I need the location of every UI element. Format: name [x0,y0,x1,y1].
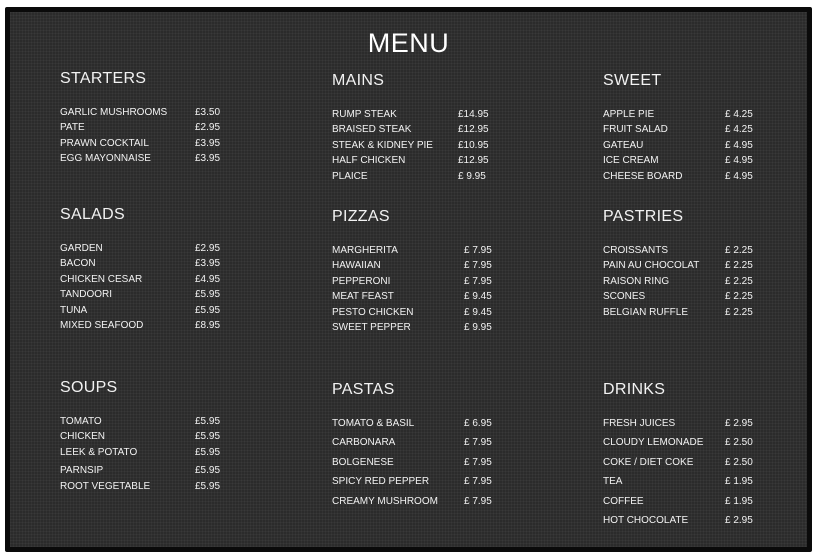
menu-item [603,169,773,184]
menu-item-name: RUMP STEAK [332,109,397,120]
menu-item-name: PLAICE [332,170,368,182]
menu-item-price: £ 7.95 [464,476,492,488]
section-heading: STARTERS [60,70,147,87]
menu-item-price: £2.95 [195,243,221,254]
menu-item [60,272,230,287]
menu-item-price: £ 4.25 [725,124,753,136]
menu-item-name: MARGHERITA [332,245,398,256]
menu-item [332,494,502,509]
section-heading: DRINKS [603,381,666,398]
section-pastries [603,208,773,320]
menu-item [332,258,502,273]
menu-item-name: CARBONARA [332,437,396,449]
section-pastas [332,381,502,509]
menu-item-price: £ 2.25 [725,306,753,318]
menu-item-name: HOT CHOCOLATE [603,514,689,526]
menu-item-name: FRUIT SALAD [603,124,668,136]
menu-item [60,287,230,302]
menu-item-price: £ 2.25 [725,275,753,287]
menu-item-price: £3.95 [195,137,221,149]
menu-item-price: £ 7.95 [464,437,492,449]
menu-item [603,107,773,122]
menu-item-price: £12.95 [458,124,489,136]
menu-title: MENU [367,28,450,58]
menu-item [60,120,230,135]
menu-item [60,105,230,120]
menu-item-price: £ 1.95 [725,476,753,488]
menu-item-name: APPLE PIE [603,109,655,120]
menu-item [60,241,230,256]
menu-item-name: TEA [603,476,623,488]
section-heading: MAINS [332,72,385,89]
menu-item [332,153,502,168]
menu-item-price: £ 9.45 [464,291,492,303]
menu-item [332,107,502,122]
menu-item-price: £12.95 [458,155,489,167]
section-soups [60,379,230,494]
menu-item-name: SCONES [603,291,646,303]
section-heading: PASTRIES [603,208,684,225]
menu-item-price: £ 9.95 [464,321,492,333]
menu-item-price: £ 6.95 [464,418,492,429]
menu-item [603,513,773,528]
menu-item-name: BOLGENESE [332,456,394,468]
section-heading: SWEET [603,72,662,89]
menu-item-name: PATE [60,122,85,134]
menu-item-name: CREAMY MUSHROOM [332,495,438,507]
menu-item-name: STEAK & KIDNEY PIE [332,139,433,151]
menu-item-price: £ 2.25 [725,245,753,256]
menu-item-price: £5.95 [195,289,221,301]
menu-item [60,151,230,166]
menu-item [603,122,773,137]
menu-item [332,435,502,450]
menu-item [60,318,230,333]
menu-item-name: CHICKEN [60,431,106,443]
menu-item-name: CHICKEN CESAR [60,273,143,285]
menu-item-name: CROISSANTS [603,245,669,256]
menu-item-price: £ 7.95 [464,456,492,468]
menu-item [60,429,230,444]
menu-item-price: £ 4.95 [725,155,753,167]
menu-item-name: MEAT FEAST [332,291,394,303]
menu-item-name: GATEAU [603,139,644,151]
menu-item-name: PEPPERONI [332,275,391,287]
menu-item [603,435,773,450]
menu-item [603,258,773,273]
menu-board [5,7,812,552]
menu-item-name: PARNSIP [60,465,104,477]
menu-item [603,305,773,320]
menu-item-name: COFFEE [603,495,644,507]
menu-item-price: £ 7.95 [464,495,492,507]
menu-item-price: £3.95 [195,153,221,165]
menu-item-name: GARLIC MUSHROOMS [60,107,168,118]
section-heading: SOUPS [60,379,118,396]
section-heading: SALADS [60,206,125,223]
menu-item [60,445,230,460]
menu-item [60,303,230,318]
menu-item-name: LEEK & POTATO [60,446,138,458]
menu-item-price: £5.95 [195,465,221,477]
menu-item-price: £4.95 [195,273,221,285]
menu-item-name: ICE CREAM [603,155,659,167]
menu-item-name: MIXED SEAFOOD [60,319,144,331]
menu-item-name: BRAISED STEAK [332,124,412,136]
menu-item [332,455,502,470]
menu-item-name: GARDEN [60,243,103,254]
menu-item-price: £5.95 [195,446,221,458]
menu-item-name: PRAWN COCKTAIL [60,137,149,149]
section-mains [332,72,502,184]
section-heading: PASTAS [332,381,395,398]
menu-item-name: HALF CHICKEN [332,155,406,167]
menu-item [332,243,502,258]
menu-item-name: SPICY RED PEPPER [332,476,430,488]
menu-item-name: SWEET PEPPER [332,321,411,333]
section-pizzas [332,208,502,335]
menu-item-name: CHEESE BOARD [603,170,683,182]
menu-item-name: BACON [60,258,96,270]
menu-item-price: £ 7.95 [464,260,492,272]
menu-item-price: £3.95 [195,258,221,270]
menu-item [332,474,502,489]
menu-item [60,463,230,478]
menu-item [332,320,502,335]
menu-item-price: £ 9.45 [464,306,492,318]
menu-item-name: EGG MAYONNAISE [60,153,151,165]
menu-item-name: CLOUDY LEMONADE [603,437,704,449]
menu-item-price: £5.95 [195,416,221,427]
menu-item [332,305,502,320]
menu-item-price: £5.95 [195,431,221,443]
menu-item-price: £ 1.95 [725,495,753,507]
menu-item-price: £14.95 [458,109,489,120]
menu-item-name: PESTO CHICKEN [332,306,414,318]
menu-item-name: ROOT VEGETABLE [60,480,151,492]
section-heading: PIZZAS [332,208,390,225]
menu-item [332,169,502,184]
menu-item-price: £ 7.95 [464,245,492,256]
menu-item [603,289,773,304]
section-salads [60,206,230,333]
menu-item-name: PAIN AU CHOCOLAT [603,260,700,272]
menu-item-price: £10.95 [458,139,489,151]
menu-item [332,416,502,431]
menu-item-price: £2.95 [195,122,221,134]
menu-item-name: TANDOORI [60,289,113,301]
menu-item [603,138,773,153]
menu-item [603,455,773,470]
section-starters [60,70,230,167]
menu-item-price: £ 4.95 [725,139,753,151]
menu-item [60,479,230,494]
menu-item-price: £ 7.95 [464,275,492,287]
menu-item [603,243,773,258]
menu-item-price: £ 2.95 [725,418,753,429]
menu-item [603,153,773,168]
menu-item-price: £ 2.25 [725,291,753,303]
menu-item-price: £ 4.25 [725,109,753,120]
menu-item [603,416,773,431]
menu-item [60,414,230,429]
menu-item [603,474,773,489]
menu-item-name: TOMATO [60,416,102,427]
menu-item [332,274,502,289]
menu-item-name: BELGIAN RUFFLE [603,306,689,318]
menu-item [332,289,502,304]
menu-item [332,138,502,153]
menu-item-name: TOMATO & BASIL [332,418,415,429]
menu-item-price: £ 2.25 [725,260,753,272]
section-drinks [603,381,773,528]
menu-item-name: RAISON RING [603,275,670,287]
menu-item [60,136,230,151]
menu-item-price: £ 9.95 [458,170,486,182]
menu-item-name: COKE / DIET COKE [603,456,694,468]
menu-item-name: HAWAIIAN [332,260,381,272]
menu-item-price: £ 4.95 [725,170,753,182]
menu-item [60,256,230,271]
menu-item-price: £ 2.50 [725,456,753,468]
menu-item [603,494,773,509]
menu-item-price: £5.95 [195,480,221,492]
menu-item [332,122,502,137]
menu-item-price: £5.95 [195,304,221,316]
menu-item-price: £ 2.50 [725,437,753,449]
menu-item-price: £3.50 [195,107,221,118]
section-sweet [603,72,773,184]
menu-item-name: TUNA [60,304,88,316]
menu-item-price: £8.95 [195,319,221,331]
menu-item [603,274,773,289]
menu-item-price: £ 2.95 [725,514,753,526]
menu-item-name: FRESH JUICES [603,418,676,429]
